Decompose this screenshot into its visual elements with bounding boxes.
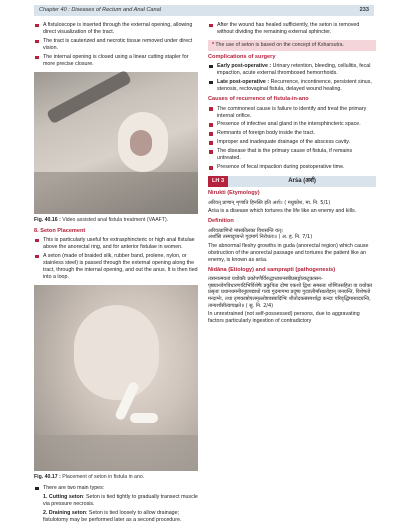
nirukti-meaning: Arśa is a disease which tortures the life like an enemy and kills.	[208, 208, 357, 215]
list-item: The commonest cause is failure to identify and treat the primary internal orifice.	[208, 106, 376, 120]
definition-sanskrit-line-2: अर्शांसि तस्मादुच्यन्ते गुदमार्ग निरोधतः॥ ( अ. हृ. नि. 7/1)	[208, 234, 313, 241]
section-title-seton: 8. Seton Placement	[34, 227, 86, 234]
page-header	[34, 5, 374, 16]
list-item: This is particularly useful for extrasphincteric or high anal fistulae above the anorectal ring, and for anterior fistulae in women.	[34, 237, 198, 251]
list-item: Remnants of foreign body inside the tract.	[208, 130, 376, 137]
chapter-heading-arsa	[208, 176, 376, 187]
figure-caption-seton: Fig. 40.17 : Placement of seton in fistula in ano.	[34, 474, 145, 481]
definition-meaning: The abnormal fleshy growths in guda (anorectal region) which cause obstruction of the anorectal passage and tortures the patient like an enemy, is known as arśa.	[208, 242, 369, 263]
chapter-number-badge: LH 3	[208, 176, 228, 187]
figure-caption-vaaft: Fig. 40.16 : Video assisted anal fistula treatment (VAAFT).	[34, 216, 169, 223]
figure-vaaft-photo	[34, 72, 198, 214]
seton-list	[34, 237, 198, 281]
definition-sanskrit-line-1: अरिवत्प्राणिनो मांसकीलका विशसन्ति यत्।	[208, 227, 283, 234]
list-item: A seton (made of braided silk, rubber band, prolene, nylon, or stainless steel) is passed through the external opening along the tract, through the internal opening, and out the anus. It is then tied into a loop.	[34, 253, 198, 281]
vaaft-steps-list	[34, 22, 198, 68]
section-title-complications: Complications of surgery	[208, 53, 276, 60]
ksharsutra-note: * The use of seton is based on the concept of Ksharsutra.	[208, 40, 376, 51]
list-item: There are two main types:	[34, 485, 198, 492]
list-item: Presence of infective anal gland in the intersphincteric space.	[208, 121, 376, 128]
section-title-definition: Definition	[208, 218, 234, 225]
section-title-recurrence: Causes of recurrence of fistula-in-ano	[208, 96, 309, 103]
list-item: Early post-operative : Urinary retention, bleeding, cellulitis, fecal impaction, acute external thrombosed hemorrhoids.	[208, 63, 376, 77]
nirukti-sanskrit: अरिवत् प्राणान् शृणाति हिनस्ति इति अर्शः। ( मधुकोश, मा. नि. 5/1)	[208, 199, 331, 206]
list-item: The disease that is the primary cause of fistula, if remains untreated.	[208, 148, 376, 162]
list-item: After the wound has healed sufficiently, the seton is removed without dividing the remaining external sphincter.	[208, 22, 376, 36]
seton-type-draining: 2. Draining seton: Seton is tied loosely to allow drainage; fistulotomy may be performed later as a second procedure.	[43, 509, 182, 523]
nidana-meaning: In unrestrained (not self-possessed) persons, due to aggravating factors particularly ingestion of contradictory	[208, 311, 360, 325]
list-item: The internal opening is closed using a linear cutting stapler for more precise closure.	[34, 54, 198, 68]
list-item: The tract is cauterized and necrotic tissue removed under direct vision.	[34, 38, 198, 52]
nidana-sanskrit: तत्रानात्मवतां यथोक्तैः प्रकोपणैर्विरुद्धाध्यशनस्त्रीप्रसङ्गोत्कटुकासन-पृष्ठयानवेगविधारणादिभिर्विशेषैः प्रकुपिता दोषा एकशो द्विशः समस्ताः शोणितसहिता वा यथोक्तं प्रसृताः प्रधानधमनीरनुप्रपद्याधो गत्वा गुदमागम्य प्रदूष्य गुदवलीर्मांसप्ररोहान् जनयन्ति, विशेषतो मन्दाग्नेः, तथा तृणकाष्ठोपलमृल्लोष्टवस्त्रादिभिः शीतोदकसंस्पर्शाद्वा कन्दाः परिवृद्धिमासादयन्ति, तान्यर्शांसीत्याचक्षते॥ ( सु. नि. 2/4)	[208, 276, 372, 309]
left-column	[34, 22, 198, 526]
seton-type-cutting: 1. Cutting seton: Seton is tied tightly to gradually transect muscle via pressure necrosis.	[43, 493, 198, 507]
page-number: 233	[359, 6, 369, 13]
section-title-nirukti: Nirukti (Etymology)	[208, 190, 260, 197]
figure-seton-photo	[34, 285, 198, 471]
list-item: A fistuloscope is inserted through the external opening, allowing direct visualization of the tract.	[34, 22, 198, 36]
recurrence-list	[208, 106, 376, 172]
chapter-title: Chapter 40 : Diseases of Rectum and Anal Canal	[39, 6, 161, 13]
list-item: Late post-operative : Recurrence, incontinence, persistent sinus, stenosis, rectovaginal fistula, delayed wound healing.	[208, 79, 376, 93]
section-title-nidana: Nidāna (Etiology) and samprapti (pathogenesis)	[208, 266, 336, 273]
chapter-heading-title: Arśa (अर्श)	[228, 176, 376, 187]
list-item: Presence of fecal impaction during postoperative time.	[208, 164, 376, 171]
right-column	[208, 22, 376, 327]
seton-types-list	[34, 485, 198, 492]
seton-removal-list	[208, 22, 376, 36]
complications-list	[208, 63, 376, 93]
list-item: Improper and inadequate drainage of the abscess cavity.	[208, 139, 376, 146]
